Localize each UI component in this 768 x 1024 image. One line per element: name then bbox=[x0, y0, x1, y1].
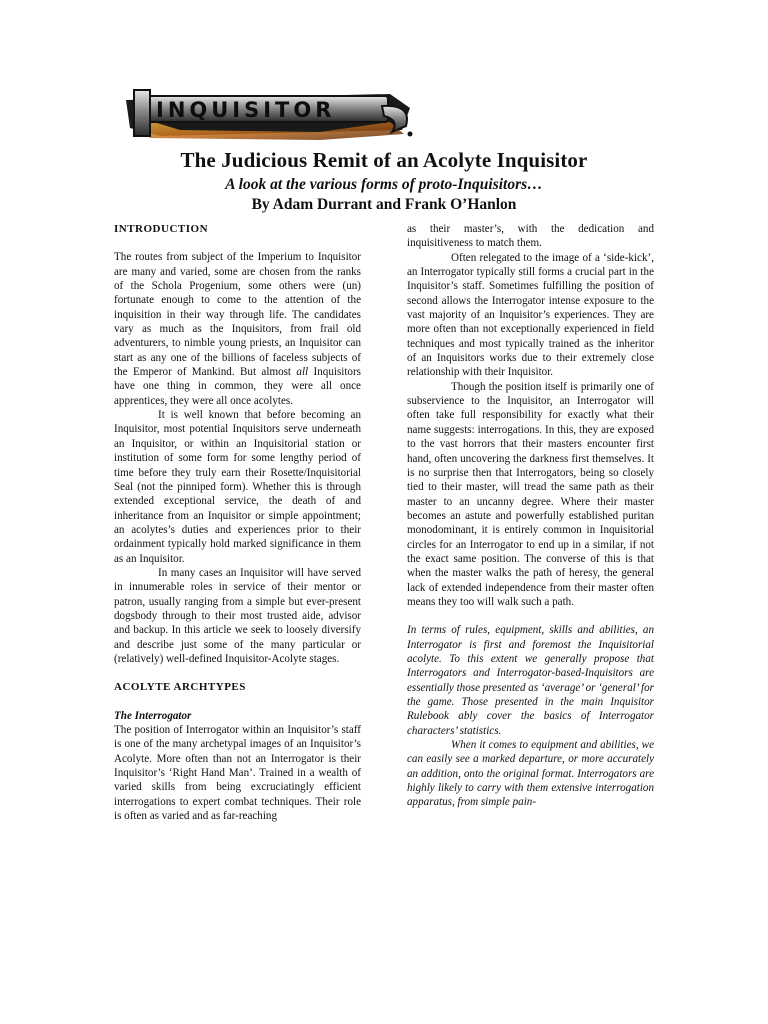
right-column bbox=[407, 222, 654, 810]
rules-paragraph-1: In terms of rules, equipment, skills and abilities, an Interrogator is first and foremost the Inquisitorial acolyte. To this extent we generally propose that Interrogators and Interrogator-based-Inquisitors are essentially those presented as ‘average’ or ‘general’ for the game. Those presented in the main Inquisitor Rulebook ably cover the basics of Interrogator characters’ statistics. bbox=[407, 624, 654, 737]
introduction-heading: INTRODUCTION bbox=[114, 223, 209, 235]
inquisitor-logo bbox=[120, 86, 420, 142]
logo-text: INQUISITOR bbox=[156, 98, 336, 122]
interrogator-paragraph-1: The position of Interrogator within an Inquisitor’s staff is one of the many archetypal images of an Inquisitor’s Acolyte. More often than not an Interrogator is their Inquisitor’s ‘Right Hand Man’. Trained in a wealth of varied skills from being excruciatingly efficient interrogations to expert combat techniques. Their role is often as varied and as far-reaching bbox=[114, 724, 361, 823]
intro-paragraph-1: The routes from subject of the Imperium to Inquisitor are many and varied, some are chosen from the ranks of the Schola Progenium, some others were (un) fortunate enough to come to the attention of the inquisition in their way through life. The candidates vary as much as the Inquisitors, from frail old adventurers, to nimble young priests, an Inquisitor can start as any one of the billions of faceless subjects of the Emperor of Mankind. But almost all Inquisitors have one thing in common, they were all once apprentices, they were all once acolytes. bbox=[114, 251, 361, 407]
right-paragraph-2: Often relegated to the image of a ‘side-kick’, an Interrogator typically still forms a crucial part in the Inquisitor’s staff. Sometimes fulfilling the position of second allows the Interrogator intense exposure to the vast majority of an Inquisitor’s experiences. They are more often than not exceptionally experienced in field techniques and most typically trained as the inheritor of an Inquisitors works due to their extremely close relationship with their Inquisitor. bbox=[407, 251, 654, 379]
interrogator-subheading: The Interrogator bbox=[114, 709, 192, 722]
intro-paragraph-2: It is well known that before becoming an Inquisitor, most potential Inquisitors serve underneath an Inquisitor, or within an Inquisitorial station or institution of some form for some lengthy period of time before they truly earn their Rosette/Inquisitorial Seal (not the pinniped form). Whether this is through extended exceptional service, the death of and inheritance from an Inquisitor or simple appointment; an acolytes’s duties and experiences prior to their ordainment typically hold marked significance in them as an Inquisitor. bbox=[114, 409, 361, 565]
left-column bbox=[114, 222, 361, 823]
page-subtitle: A look at the various forms of proto-Inquisitors… bbox=[225, 176, 543, 193]
page-title: The Judicious Remit of an Acolyte Inquisitor bbox=[180, 148, 588, 172]
right-paragraph-1: as their master’s, with the dedication and inquisitiveness to match them. bbox=[407, 223, 654, 250]
rules-paragraph-2: When it comes to equipment and abilities, we can easily see a marked departure, or more accurately an addition, onto the original format. Interrogators are highly likely to carry with them extensive interrogation apparatus, from simple pain- bbox=[407, 739, 654, 809]
archtypes-heading: ACOLYTE ARCHTYPES bbox=[114, 681, 246, 694]
right-paragraph-3: Though the position itself is primarily one of subservience to the Inquisitor, an Interrogator will often take full responsibility for exactly what their name suggests: interrogations. In this, they are exposed to the vast horrors that their masters encounter first hand, often uncovering the darkness first themselves. It is no surprise then that Interrogators, being so closely tied to their master, will tread the same path as their master to an uncanny degree. Where their master becomes an astute and powerfully established puritan monodominant, it is entirely common in Inquisitorial circles for an Interrogator to end up in a similar, if not the exact same position. The converse of this is that when the master walks the path of heresy, the general lack of extended independence from their master often means they too will walk such a path. bbox=[407, 380, 654, 608]
byline: By Adam Durrant and Frank O’Hanlon bbox=[251, 196, 517, 213]
intro-paragraph-3: In many cases an Inquisitor will have served in innumerable roles in service of their mentor or patron, usually ranging from a simple but ever-present dogsbody through to their most trusted aide, advisor and backup. In this article we seek to loosely diversify and describe just some of the many particular or (relatively) well-defined Inquisitor-Acolyte stages. bbox=[114, 566, 361, 665]
